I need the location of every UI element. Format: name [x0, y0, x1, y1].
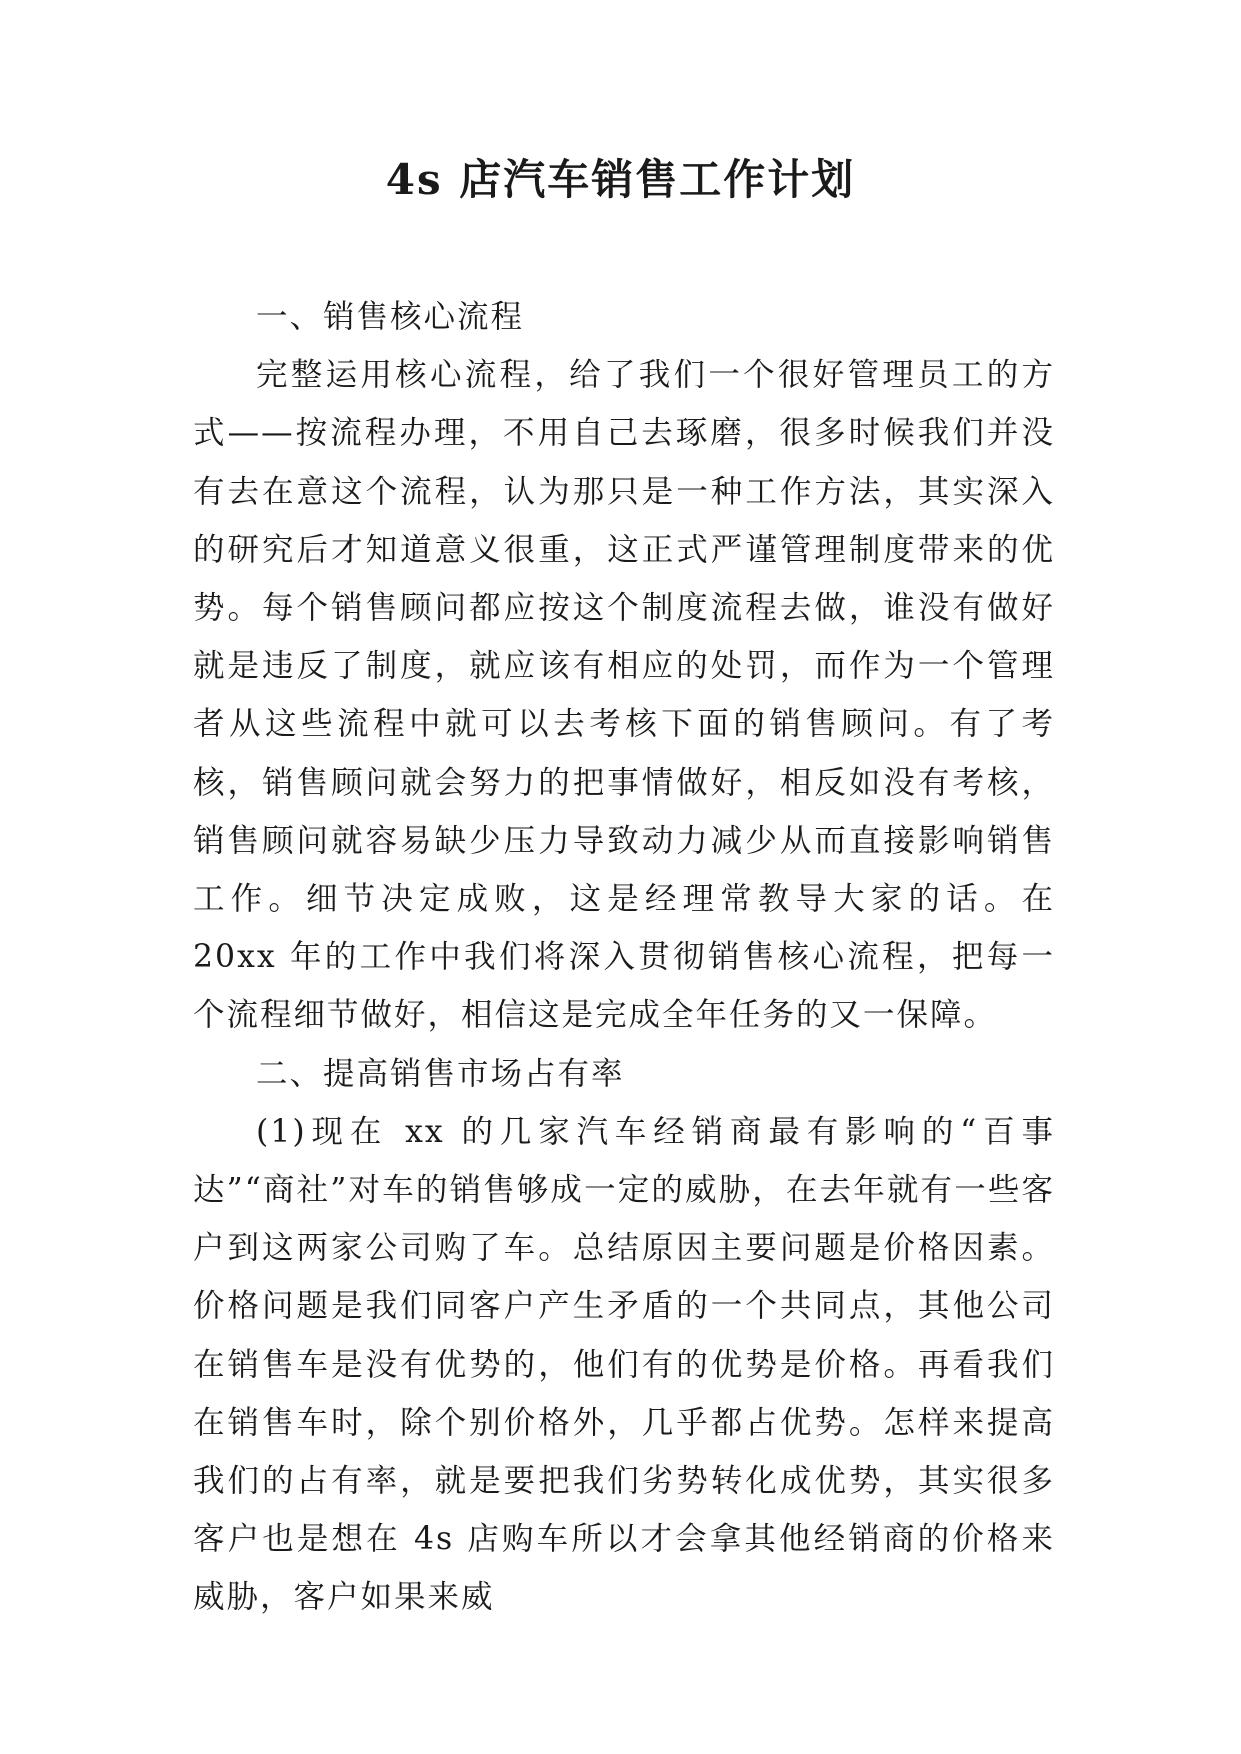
document-body: [193, 288, 1055, 1627]
section-heading-1: 一、销售核心流程: [256, 299, 525, 335]
paragraph-market-share: (1)现在 xx 的几家汽车经销商最有影响的“百事达”“商社”对车的销售够成一定的威胁，在去年就有一些客户到这两家公司购了车。总结原因主要问题是价格因素。价格问题是我们同客户产生矛盾的一个共同点，其他公司在销售车是没有优势的，他们有的优势是价格。再看我们在销售车时，除个别价格外，几乎都占优势。怎样来提高我们的占有率，就是要把我们劣势转化成优势，其实很多客户也是想在 4s 店购车所以才会拿其他经销商的价格来威胁，客户如果来威: [193, 1113, 1055, 1616]
paragraph-core-process: 完整运用核心流程，给了我们一个很好管理员工的方式——按流程办理，不用自己去琢磨，很多时候我们并没有去在意这个流程，认为那只是一种工作方法，其实深入的研究后才知道意义很重，这正式严谨管理制度带来的优势。每个销售顾问都应按这个制度流程去做，谁没有做好就是违反了制度，就应该有相应的处罚，而作为一个管理者从这些流程中就可以去考核下面的销售顾问。有了考核，销售顾问就会努力的把事情做好，相反如没有考核，销售顾问就容易缺少压力导致动力减少从而直接影响销售工作。细节决定成败，这是经理常教导大家的话。在 20xx 年的工作中我们将深入贯彻销售核心流程，把每一个流程细节做好，相信这是完成全年任务的又一保障。: [193, 357, 1055, 1034]
document-title: 4s 店汽车销售工作计划: [385, 155, 856, 204]
section-heading-2: 二、提高销售市场占有率: [256, 1055, 625, 1092]
